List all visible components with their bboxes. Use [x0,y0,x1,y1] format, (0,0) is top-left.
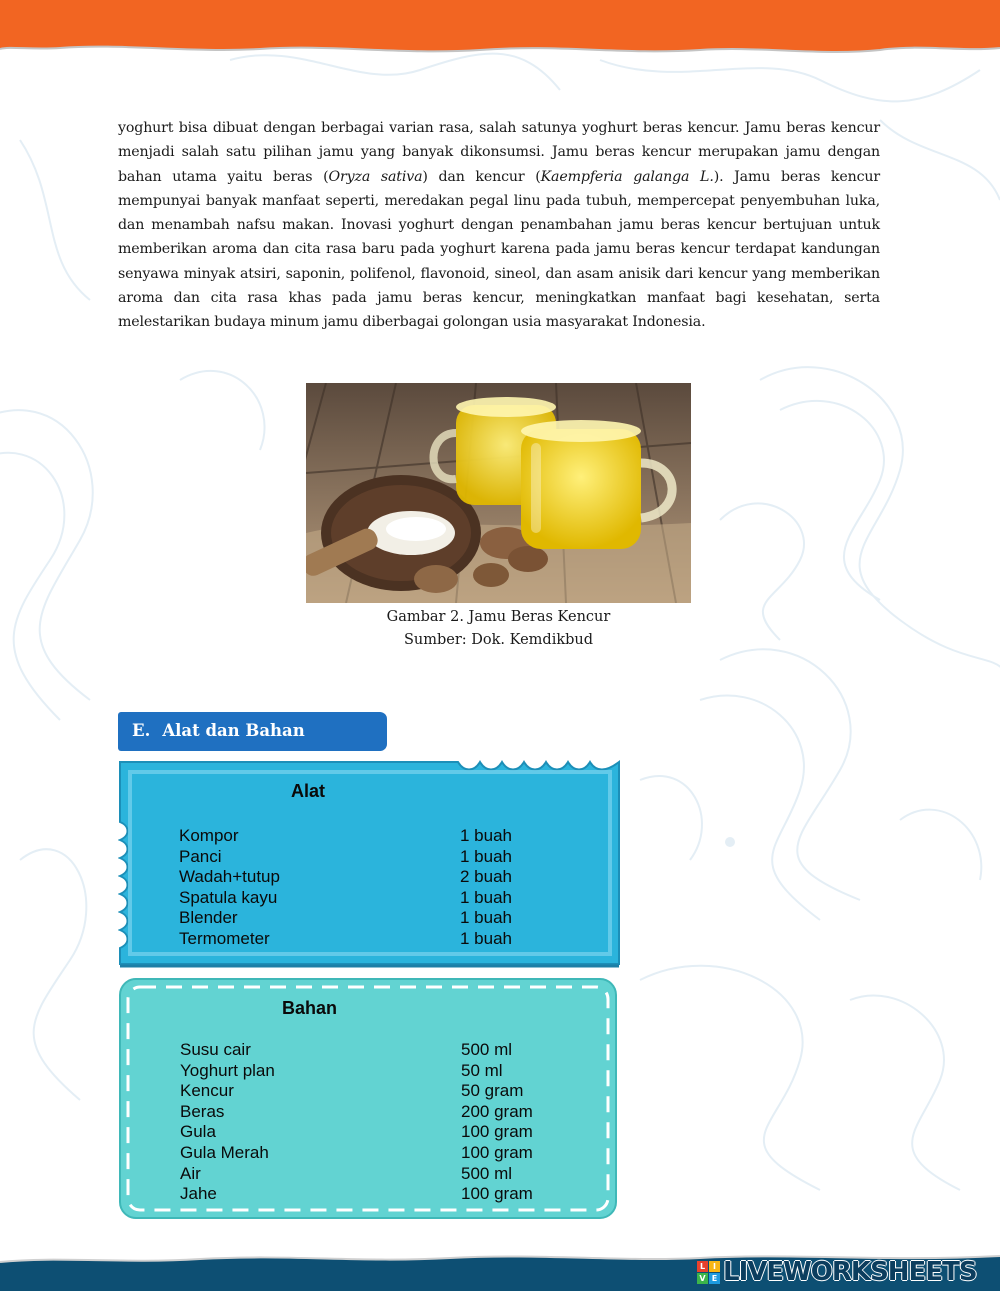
alat-item-qty: 1 buah [460,826,512,845]
bahan-item-name: Yoghurt plan [180,1060,275,1080]
alat-row [179,847,579,868]
alat-item-qty: 1 buah [460,908,512,928]
section-title: Alat dan Bahan [162,721,305,740]
alat-item-name: Wadah+tutup [179,867,280,887]
bahan-title: Bahan [282,998,338,1018]
alat-box [118,758,621,969]
alat-item-name: Kompor [179,826,239,845]
logo-letter-i: I [709,1261,720,1272]
paragraph-italic-kaempferia: Kaempferia galanga L. [540,168,714,185]
jamu-beras-kencur-photo [306,383,691,603]
section-number: E. [132,721,151,740]
bahan-row [180,1102,580,1123]
bahan-row [180,1061,580,1082]
alat-row [179,888,579,909]
bahan-box [118,977,618,1220]
figure-caption-title: Gambar 2. Jamu Beras Kencur [386,609,611,625]
alat-item-name: Termometer [179,928,270,948]
alat-item-qty: 2 buah [460,867,512,887]
bahan-row [180,1143,580,1164]
alat-row [179,908,579,929]
bahan-item-qty: 500 ml [461,1163,513,1183]
bahan-row [180,1122,580,1143]
bahan-item-name: Beras [180,1101,225,1121]
figure-caption [300,606,697,652]
bahan-item-qty: 100 gram [461,1142,533,1162]
alat-item-qty: 1 buah [460,887,512,907]
alat-item-qty: 1 buah [460,928,512,948]
paragraph-text-2: ) dan kencur ( [422,168,541,185]
bahan-item-name: Gula Merah [180,1142,269,1162]
bahan-item-qty: 500 ml [461,1040,513,1059]
bahan-item-name: Jahe [180,1184,217,1204]
bahan-item-name: Gula [180,1122,216,1142]
bahan-item-name: Kencur [180,1081,234,1101]
bahan-row [180,1184,580,1205]
bahan-item-qty: 100 gram [461,1122,533,1142]
bahan-list [180,1040,580,1205]
alat-list [179,826,579,950]
alat-title: Alat [291,781,326,801]
section-header [118,712,387,751]
paragraph-text-1: yoghurt bisa dibuat dengan berbagai varian rasa, salah satunya yoghurt beras kencur. Jamu beras kencur menjadi salah satu pilihan jamu yang banyak dikonsumsi. Jamu beras kencur merupakan jamu dengan bahan utama yaitu beras ( [118,120,880,185]
paragraph-italic-oryza: Oryza sativa [328,168,423,185]
bahan-item-qty: 50 ml [461,1060,503,1080]
paragraph-text-3: ). Jamu beras kencur mempunyai banyak manfaat seperti, meredakan pegal linu pada tubuh, mempercepat penyembuhan luka, dan menambah nafsu makan. Inovasi yoghurt dengan penambahan jamu beras kencur bertujuan untuk memberikan aroma dan cita rasa baru pada yoghurt karena pada jamu beras kencur terdapat kandungan senyawa minyak atsiri, saponin, polifenol, flavonoid, sineol, dan asam anisik dari kencur yang memberikan aroma dan cita rasa khas pada jamu beras kencur, meningkatkan manfaat bagi kesehatan, serta melestarikan budaya minum jamu diberbagai golongan usia masyarakat Indonesia. [118,168,881,331]
alat-row [179,826,579,847]
alat-row [179,867,579,888]
logo-letter-e: E [709,1273,720,1284]
top-orange-band [0,0,1000,60]
alat-item-name: Blender [179,908,238,928]
bahan-row [180,1081,580,1102]
liveworksheets-logo-text: LIVEWORKSHEETS [723,1257,977,1287]
liveworksheets-logo[interactable] [697,1257,977,1287]
figure-caption-source: Sumber: Dok. Kemdikbud [403,632,594,648]
alat-item-qty: 1 buah [460,846,512,866]
bahan-row [180,1040,580,1061]
logo-letter-l: L [697,1261,708,1272]
bahan-item-qty: 50 gram [461,1081,524,1101]
alat-item-name: Spatula kayu [179,887,278,907]
alat-item-name: Panci [179,846,222,866]
bahan-item-qty: 100 gram [461,1184,533,1204]
bahan-row [180,1164,580,1185]
alat-row [179,929,579,950]
bahan-item-name: Air [180,1163,201,1183]
bahan-item-name: Susu cair [180,1040,251,1059]
liveworksheets-logo-blocks [697,1261,720,1284]
body-paragraph [118,116,880,335]
logo-letter-v: V [697,1273,708,1284]
bahan-item-qty: 200 gram [461,1101,533,1121]
